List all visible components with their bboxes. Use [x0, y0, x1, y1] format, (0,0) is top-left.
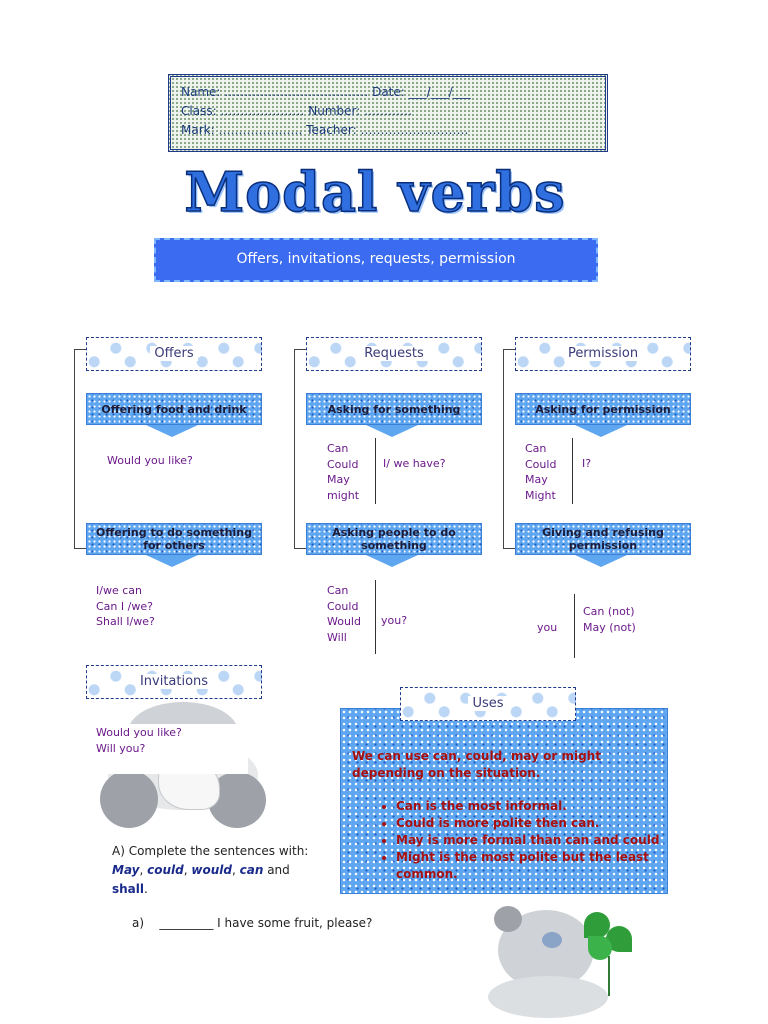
requests-subject-2: you? — [381, 614, 408, 627]
clover-stem — [608, 956, 610, 996]
requests-heading-text: Requests — [360, 346, 428, 361]
divider-line — [375, 438, 376, 504]
permission-banner-giving: Giving and refusing permission — [515, 523, 691, 555]
requests-verbs-1: Can Could May might — [327, 442, 360, 502]
uses-point: • Might is the most polite but the least common. — [396, 849, 662, 883]
sentence-a-label: a) — [132, 916, 145, 930]
divider-line — [574, 594, 575, 658]
uses-heading-text: Uses — [468, 696, 507, 711]
offers-phrase-would: Would you like? — [107, 454, 193, 467]
requests-banner-people: Asking people to do something — [306, 523, 482, 555]
student-info-box — [168, 74, 608, 152]
permission-bracket — [503, 349, 516, 549]
invitations-heading-text: Invitations — [136, 674, 212, 689]
permission-verbs-2: Can (not) May (not) — [583, 605, 636, 634]
uses-list — [352, 798, 662, 883]
sentence-a-text: I have some fruit, please? — [217, 916, 373, 930]
word-would: would — [191, 863, 232, 877]
uses-text — [352, 748, 662, 883]
arrow-icon — [366, 425, 418, 437]
permission-subject-1: I? — [582, 457, 592, 470]
offers-heading — [86, 337, 262, 371]
sentence-a — [132, 916, 372, 930]
arrow-icon — [146, 425, 198, 437]
permission-subject-2: you — [537, 621, 558, 634]
teddy-clover-image — [458, 906, 668, 1018]
page-title: Modal verbs — [184, 160, 566, 224]
requests-subject-1: I/ we have? — [383, 457, 446, 470]
offers-banner-others: Offering to do something for others — [86, 523, 262, 555]
exercise-instruction: A) Complete the sentences with: May, could, would, can and shall. — [112, 842, 332, 899]
requests-heading — [306, 337, 482, 371]
permission-heading-text: Permission — [564, 346, 642, 361]
permission-verbs-1: Can Could May Might — [525, 442, 557, 502]
arrow-icon — [366, 555, 418, 567]
offers-phrases: I/we can Can I /we? Shall I/we? — [96, 584, 155, 628]
invitations-heading — [86, 665, 262, 699]
word-may: May — [112, 863, 140, 877]
uses-point: • May is more formal than can and could — [396, 832, 662, 849]
uses-point: • Could is more polite then can. — [396, 815, 662, 832]
class-number-line: Class: ………………… Number: ………… — [181, 104, 413, 118]
bear-ear — [494, 906, 522, 932]
exercise-word-list: May, could, would, can and — [112, 863, 290, 877]
word-could: could — [147, 863, 184, 877]
requests-bracket — [294, 349, 307, 549]
offers-banner-food: Offering food and drink — [86, 393, 262, 425]
invitations-phrases: Would you like? Will you? — [96, 726, 182, 755]
permission-banner-asking: Asking for permission — [515, 393, 691, 425]
divider-line — [572, 438, 573, 504]
bear-nose — [542, 932, 562, 948]
offers-heading-text: Offers — [150, 346, 197, 361]
bear-body — [488, 976, 608, 1018]
sentence-a-blank[interactable]: _________ — [159, 916, 214, 930]
word-can: can — [239, 863, 264, 877]
word-shall: shall — [112, 882, 145, 896]
arrow-icon — [575, 425, 627, 437]
requests-banner-something: Asking for something — [306, 393, 482, 425]
bear-foot — [100, 770, 158, 828]
uses-point: • Can is the most informal. — [396, 798, 662, 815]
permission-heading — [515, 337, 691, 371]
arrow-icon — [575, 555, 627, 567]
arrow-icon — [146, 555, 198, 567]
divider-line — [375, 580, 376, 654]
uses-intro: We can use can, could, may or might depending on the situation. — [352, 749, 601, 780]
subtitle-banner: Offers, invitations, requests, permission — [154, 238, 598, 282]
word-and: and — [267, 863, 290, 877]
mark-teacher-line: Mark: ………………… Teacher: ……………………… — [181, 123, 469, 137]
exercise-heading: A) Complete the sentences with: — [112, 844, 309, 858]
requests-verbs-2: Can Could Would Will — [327, 584, 361, 644]
name-date-line: Name: ……………………………… Date: ___/___/___ — [181, 85, 471, 99]
offers-bracket — [74, 349, 87, 549]
uses-heading — [400, 687, 576, 721]
